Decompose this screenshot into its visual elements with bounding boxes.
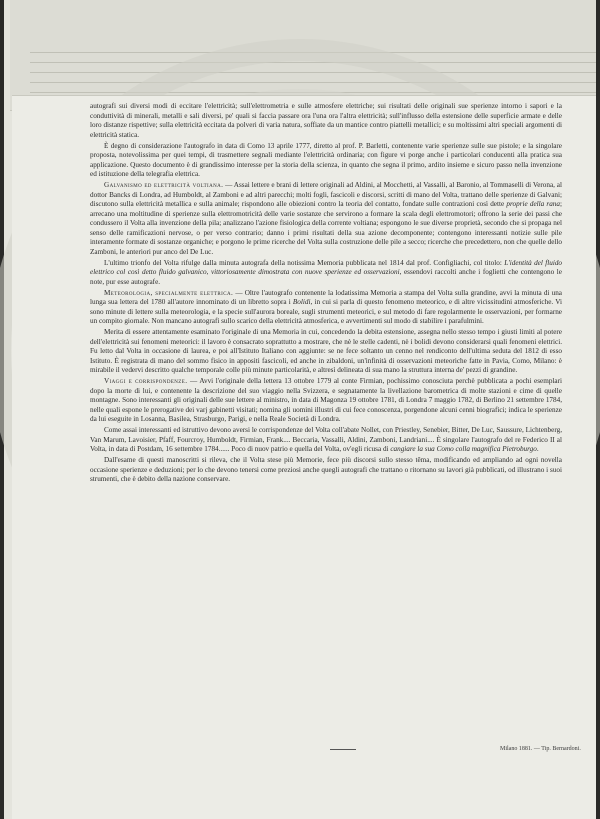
paragraph-text: — Oltre l'autografo contenente la lodatissima Memoria a stampa del Volta sulla grandine, avvi la minuta di una lunga sua lettera del 1780 all'autore innominato di un libretto sopra i [90,288,562,306]
paragraph-text: , in cui si parla di questo fenomeno meteorico, e di altre vicissitudini atmosferiche. Vi sono minute di lettere sulla meteorologia, e la specie sull'aurora boreale, sugli strumenti meteorici, e sul metodo di fare regolarmente le osservazioni, per formarne un compito giornale. Non mancano autografi sullo scarico della elettricità atmosferica, e avvertimenti sul modo di stabilire i parafulmini. [90,298,562,325]
paragraph-text: Dall'esame di questi manoscritti si rileva, che il Volta stese più Memorie, fece più discorsi sullo stesso têma, modificando ed ampliando ad ogni novella occasione sperienze e deduzioni; per lo che devono tenersi come preziosi anche quegli autografi che trattano o ritornano su lavori già pubblicati, od illustrano i suoi strumenti, che è debito della nazione conservare. [90,456,562,483]
paragraph-text: Merita di essere attentamente esaminato l'originale di una Memoria in cui, concedendo la debita estensione, assegna nello stesso tempo i giusti limiti al potere dell'elettricità sui fenomeni meteorici: il lavoro è consacrato soprattutto a mostrare, che nè le stelle cadenti, nè i bolidi devono considerarsi quali fenomeni elettrici. Fu letto dal Volta in occasione di laurea, e poi all'Istituto Italiano con aggiunte: se ne fece soltanto un cenno nel rendiconto dell'ultima seduta del 1812 di esso Istituto. È registrata di mano del sommo fisico in appositi fascicoli, ed anche in zibaldoni, un'infinità di osservazioni meteoriche fatte in Pavia, Como, Milano: è mirabile il vedervi descritto qualche temporale colle più minute particolarità, e altresì delineata di sua mano la struttura interna de' pezzi di grandine. [90,328,562,374]
paragraph-text: — Assai lettere e brani di lettere originali ad Aldini, al Mocchetti, al Vassalli, al Baronio, al Tommaselli di Verona, al dottor Bancks di Londra, ad Humboldt, al Zamboni e ad altri parecchi; molti fogli, fascicoli e discorsi, scritti di mano del Volta, trattano delle sperienze di Galvani; discutono sulla elettricità metallica e sulla animale; rispondono alle obiezioni contro la teoria del contatto, fondate sulle contrazioni così dette [90,181,562,208]
underlying-sheet [10,0,596,111]
document-page [12,96,596,819]
italic-text: Bolidi [292,298,311,306]
paragraph-text: ; arrecano una moltitudine di sperienze sulla elettromotricità delle varie sostanze che servirono a formare la scala degli elettromotori; offrono la serie dei passi che condussero il Volta alla invenzione della pila; analizzano l'azione fisiologica della corrente voltiana; espongono le sue diverse proprietà, secondo che si propaga nel senso delle ramificazioni nervose, o per verso contrario; danno i primi risultati della sua azione decomponente; contengono interessanti notizie sulle pile interamente formate di sostanze organiche; e porgono le prime ricerche del Volta sulla costruzione delle pile a secco; ricerche che precedettero, non che quelle dello Zamboni, le anteriori pur anco del De Luc. [90,200,562,256]
body-text [90,102,562,486]
paragraph-text: È degno di considerazione l'autografo in data di Como 13 aprile 1777, diretto al prof. P. Barletti, contenente varie sperienze sulle sue pistole; e la singolare proposta, notevolissima per quei tempi, di trasmettere segnali mediante l'elettricità ordinaria; con figure vi porge anche i particolari conducenti alla pratica sua applicazione. Questo documento è di grandissimo interesse per la storia della scienza, in quanto che segna il primo, ardito insieme e sicuro passo nella invenzione ed istituzione della telegrafia elettrica. [90,141,562,178]
paragraph-text: . [536,445,539,453]
italic-text: L'identità del fluido elettrico col così detto fluido galvanico, vittoriosamente dimostrata con nuove sperienze ed osservazioni [90,258,563,276]
italic-text: proprie della rana [506,200,560,208]
underlying-sheet-edges [30,52,596,102]
paragraph-text: Come assai interessanti ed istruttivo devono aversi le corrispondenze del Volta coll'abate Nollet, con Priestley, Senebier, Bitter, De Luc, Saussure, Lichtenberg, Van Marum, Lavoisier, Pfaff, Fourcroy, Humboldt, Firmian, Frank.... Beccaria, Vassalli, Aldini, Zamboni, Landriani.... È singolare l'autografo del re Federico II al Volta, in data di Postdam, 16 settembre 1784...... Poco di nuov patrio e quella del Volta, ov'egli ricusa di [90,426,562,453]
section-heading: Viaggi e corrispondenze. [104,377,188,385]
printer-imprint: Milano 1881. — Tip. Bernardoni. [500,746,581,752]
paragraph-text: L'ultimo trionfo del Volta rifulge dalla minuta autografa della notissima Memoria pubblicata nel 1814 dal prof. Configliachi, col titolo: [104,258,505,267]
paragraph-p2 [90,142,562,180]
paragraph-p8 [90,426,562,455]
paragraph-text: , essendovi raccolti anche i foglietti che contengono le note, pur esse autografe. [90,268,562,286]
paragraph-p1 [90,102,562,140]
section-heading: Meteorologia, specialmente elettrica. [104,288,234,297]
paragraph-p9 [90,456,562,485]
paragraph-p7 [90,377,562,425]
paragraph-p4 [90,259,562,288]
paragraph-text: — Avvi l'originale della lettera 13 ottobre 1779 al conte Firmian, pochissimo conosciuta perchè pubblicata a pochi esemplari dopo la morte di lui, e contenente la descrizione del suo viaggio nella Svizzera, e segnatamente la livellazione barometrica di molte stazioni e cime di quelle montagne. Sono interessanti gli originali delle sue lettere al ministro, in data di Magonza 19 ottobre 1781, di Londra 7 maggio 1782, di Berlino 21 settembre 1784, nelle quali espone le prerogative dei varj gabinetti visitati; nomina gli uomini illustri di cui fece conoscenza, porgendone alcuni cenni biografici; indica le sperienze da lui eseguite in Losanna, Basilea, Strasburgo, Parigi, e nella Reale Società di Londra. [90,377,562,423]
paragraph-text: autografi sui diversi modi di eccitare l'elettricità; sull'elettrometria e sulle atmosfere elettriche; sui risultati delle originali sue sperienze intorno i sapori e la conduttività di minerali, metalli e sali diversi, pe' quali si faccia passare ora l'una ora l'altra elettricità; sull'influsso della estensione delle superficie armate e delle loro distanze rispettive; sulla elettricità eccitata da polveri di varia natura, soffiate da un mantice contro piattelli metallici; e su moltissimi altri speciali argomenti di elettricità statica. [90,102,562,139]
paragraph-p5 [90,289,562,327]
paragraph-p3 [90,181,562,257]
paragraph-p6 [90,328,562,376]
closing-rule [330,749,356,750]
italic-text: cangiare la sua Como colla magnifica Pietroburgo [390,445,537,453]
section-heading: Galvanismo ed elettricità voltiana. [104,181,224,189]
